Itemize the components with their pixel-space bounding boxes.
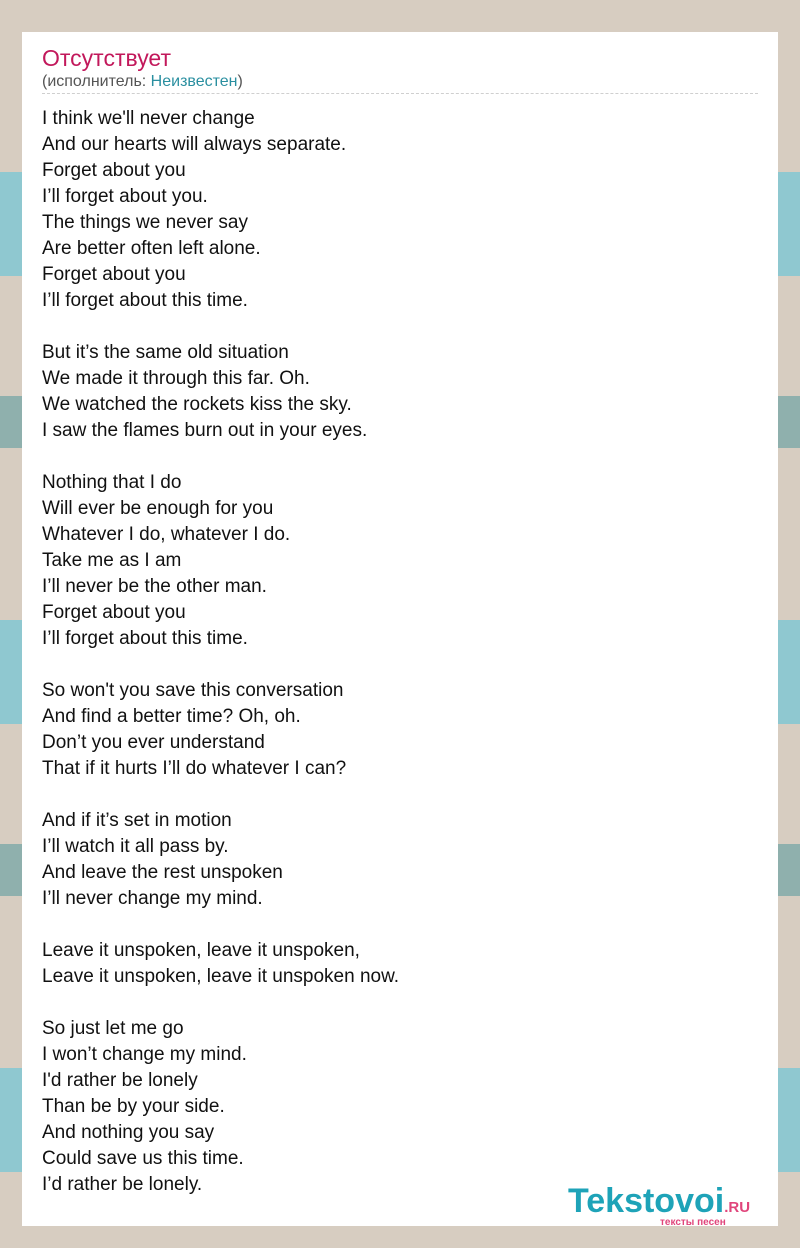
lyrics-line: Nothing that I do bbox=[42, 472, 182, 493]
lyrics-line: So won't you save this conversation bbox=[42, 680, 344, 701]
lyrics-line: And if it’s set in motion bbox=[42, 810, 232, 831]
lyrics-line: And leave the rest unspoken bbox=[42, 862, 283, 883]
lyrics-line: I'd rather be lonely bbox=[42, 1070, 198, 1091]
lyrics-line: Forget about you bbox=[42, 602, 186, 623]
lyrics-line: I’ll forget about this time. bbox=[42, 628, 248, 649]
artist-line bbox=[42, 73, 243, 91]
lyrics-line: Leave it unspoken, leave it unspoken now. bbox=[42, 966, 400, 987]
lyrics-line: I’d rather be lonely. bbox=[42, 1174, 203, 1195]
song-title: Отсутствует bbox=[42, 45, 171, 71]
divider bbox=[42, 93, 758, 94]
lyrics-line: I saw the flames burn out in your eyes. bbox=[42, 420, 368, 441]
site-logo[interactable] bbox=[568, 1182, 778, 1228]
lyrics-line: And find a better time? Oh, oh. bbox=[42, 706, 301, 727]
lyrics-line: Than be by your side. bbox=[42, 1096, 225, 1117]
lyrics-line: I’ll watch it all pass by. bbox=[42, 836, 229, 857]
lyrics-line: I’ll never be the other man. bbox=[42, 576, 267, 597]
lyrics-line: Are better often left alone. bbox=[42, 238, 261, 259]
artist-link[interactable]: Неизвестен bbox=[150, 73, 238, 90]
logo-brand: Tekstovoi bbox=[568, 1182, 725, 1220]
logo-tagline: тексты песен bbox=[660, 1217, 726, 1228]
lyrics-line: I’ll forget about you. bbox=[42, 186, 208, 207]
lyrics-card bbox=[22, 32, 778, 1226]
lyrics-line: We made it through this far. Oh. bbox=[42, 368, 310, 389]
lyrics-stanza bbox=[42, 808, 758, 912]
lyrics-line: Take me as I am bbox=[42, 550, 182, 571]
lyrics-stanza bbox=[42, 470, 758, 652]
lyrics-stanza bbox=[42, 938, 758, 990]
lyrics-line: Will ever be enough for you bbox=[42, 498, 274, 519]
lyrics-line: But it’s the same old situation bbox=[42, 342, 289, 363]
lyrics-line: And nothing you say bbox=[42, 1122, 215, 1143]
lyrics-line: Forget about you bbox=[42, 264, 186, 285]
lyrics-line: I won’t change my mind. bbox=[42, 1044, 247, 1065]
lyrics-line: Whatever I do, whatever I do. bbox=[42, 524, 291, 545]
lyrics-line: Leave it unspoken, leave it unspoken, bbox=[42, 940, 360, 961]
lyrics-line: So just let me go bbox=[42, 1018, 184, 1039]
lyrics-line: I think we'll never change bbox=[42, 108, 255, 129]
lyrics-line: I’ll forget about this time. bbox=[42, 290, 248, 311]
lyrics-body bbox=[42, 106, 758, 1224]
lyrics-line: That if it hurts I’ll do whatever I can? bbox=[42, 758, 347, 779]
artist-suffix: ) bbox=[237, 73, 243, 90]
lyrics-stanza bbox=[42, 340, 758, 444]
artist-prefix: (исполнитель: bbox=[42, 73, 151, 90]
lyrics-line: Forget about you bbox=[42, 160, 186, 181]
lyrics-stanza bbox=[42, 678, 758, 782]
lyrics-line: We watched the rockets kiss the sky. bbox=[42, 394, 352, 415]
lyrics-stanza bbox=[42, 106, 758, 314]
lyrics-line: I’ll never change my mind. bbox=[42, 888, 263, 909]
lyrics-line: And our hearts will always separate. bbox=[42, 134, 347, 155]
lyrics-stanza bbox=[42, 1016, 758, 1198]
logo-tld: .RU bbox=[724, 1199, 751, 1216]
lyrics-line: Could save us this time. bbox=[42, 1148, 244, 1169]
lyrics-line: Don’t you ever understand bbox=[42, 732, 265, 753]
lyrics-line: The things we never say bbox=[42, 212, 248, 233]
